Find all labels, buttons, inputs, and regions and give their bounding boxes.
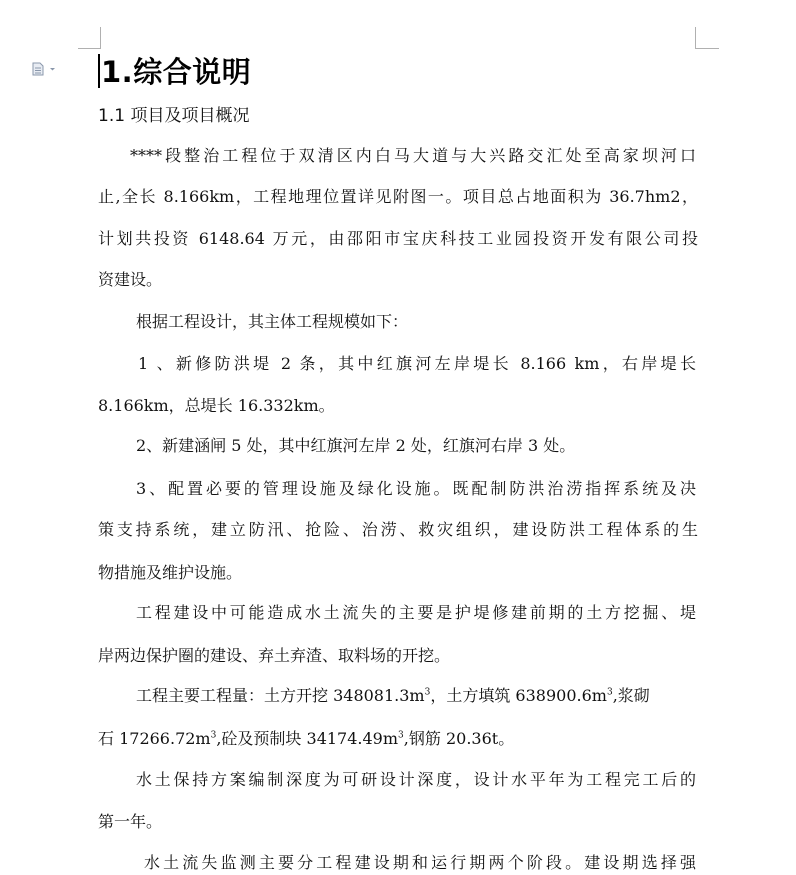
body-line: 2、新建涵闸 5 处，其中红旗河左岸 2 处，红旗河右岸 3 处。 bbox=[136, 436, 576, 455]
crop-mark-top-right bbox=[695, 27, 696, 49]
body-line: 8.166km，总堤长 16.332km。 bbox=[98, 396, 335, 415]
quantity-concrete: ,砼及预制块 34174.49m bbox=[216, 729, 399, 748]
superscript-unit: 3 bbox=[398, 730, 404, 741]
body-line: 止,全长 8.166km，工程地理位置详见附图一。项目总占地面积为 36.7hm2， bbox=[98, 187, 698, 206]
superscript-unit: 3 bbox=[606, 687, 613, 698]
quantity-earthwork: 工程主要工程量：土方开挖 348081.3m bbox=[136, 686, 425, 705]
text-cursor bbox=[98, 54, 100, 88]
body-line: ****段整治工程位于双清区内白马大道与大兴路交汇处至高家坝河口 bbox=[130, 146, 696, 165]
body-line-quantities-2 bbox=[98, 729, 698, 749]
crop-mark-top-left-horizontal bbox=[78, 48, 100, 49]
superscript-unit: 3 bbox=[424, 687, 431, 698]
body-line: 3、配置必要的管理设施及绿化设施。既配制防洪治涝指挥系统及决 bbox=[136, 479, 696, 498]
crop-mark-top-left bbox=[100, 27, 101, 49]
body-line: 计划共投资 6148.64 万元，由邵阳市宝庆科技工业园投资开发有限公司投 bbox=[98, 229, 698, 248]
quantity-fill: ，土方填筑 638900.6m bbox=[430, 686, 607, 705]
body-line-quantities bbox=[136, 686, 696, 706]
body-line: 第一年。 bbox=[98, 812, 163, 831]
paragraph-style-icon[interactable] bbox=[31, 62, 57, 76]
body-line: 水土保持方案编制深度为可研设计深度，设计水平年为工程完工后的 bbox=[136, 770, 696, 789]
body-line: 根据工程设计，其主体工程规模如下： bbox=[136, 312, 409, 331]
heading-level-1: 1.综合说明 bbox=[101, 55, 252, 89]
body-line: 岸两边保护圈的建设、弃土弃渣、取料场的开挖。 bbox=[98, 646, 451, 665]
quantity-steel: ,钢筋 20.36t。 bbox=[403, 729, 515, 748]
body-line: 1 、新修防洪堤 2 条，其中红旗河左岸堤长 8.166 km，右岸堤长 bbox=[138, 354, 696, 373]
body-line: 策支持系统，建立防汛、抢险、治涝、救灾组织，建设防洪工程体系的生 bbox=[98, 520, 698, 539]
body-line: 物措施及维护设施。 bbox=[98, 563, 243, 582]
quantity-stone: 石 17266.72m bbox=[98, 729, 211, 748]
body-line: 水土流失监测主要分工程建设期和运行期两个阶段。建设期选择强 bbox=[144, 853, 696, 872]
body-line: 资建设。 bbox=[98, 270, 163, 289]
body-line: 工程建设中可能造成水土流失的主要是护堤修建前期的土方挖掘、堤 bbox=[136, 603, 696, 622]
heading-level-2: 1.1 项目及项目概况 bbox=[98, 106, 250, 126]
superscript-unit: 3 bbox=[210, 730, 217, 741]
quantity-masonry-label: ,浆砌 bbox=[612, 686, 650, 705]
crop-mark-top-right-horizontal bbox=[695, 48, 719, 49]
